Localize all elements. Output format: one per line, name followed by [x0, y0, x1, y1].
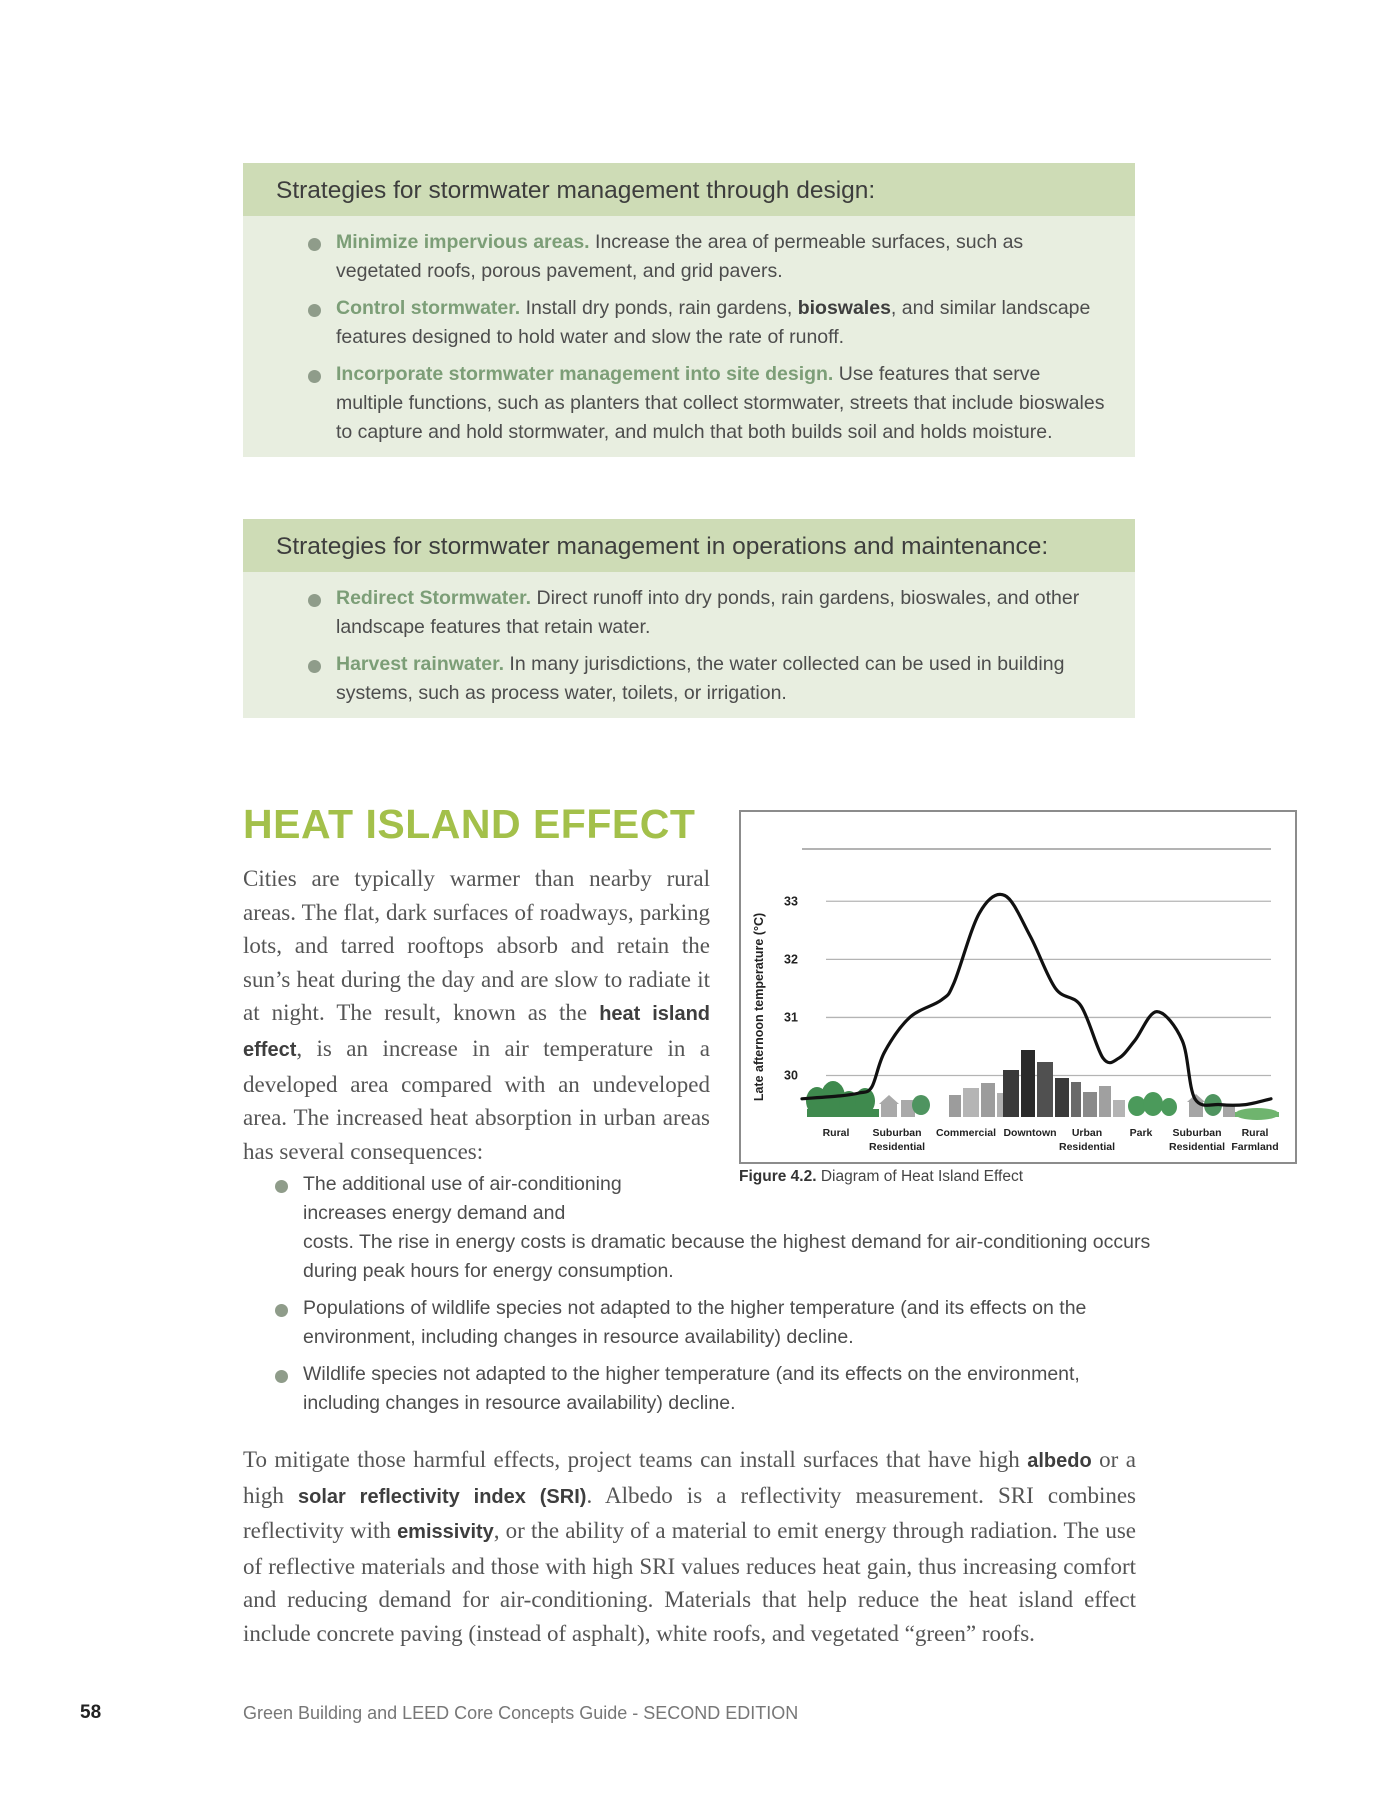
y-tick-label: 33: [784, 894, 798, 909]
x-category-label: Suburban: [872, 1127, 922, 1139]
x-category-label: Rural: [1241, 1127, 1269, 1139]
list-item: The additional use of air-conditioning increases energy demand and costs. The rise in energy costs is dramatic because the highest demand for air-conditioning occurs during peak hours for energy consumption.: [303, 1170, 1153, 1286]
list-item: Wildlife species not adapted to the higher temperature (and its effects on the environment, including changes in resource availability) decline.: [303, 1360, 1153, 1418]
bullet-icon: [275, 1180, 288, 1193]
page-number: 58: [80, 1702, 102, 1723]
bullet-icon: [308, 238, 321, 251]
chart-svg: [741, 812, 1295, 1162]
buildings-urban-residential: [1083, 1086, 1125, 1117]
x-category-label-line2: Farmland: [1231, 1141, 1279, 1153]
bullet-icon: [308, 370, 321, 383]
bullet-icon: [275, 1304, 288, 1317]
design-strategies-list: [243, 216, 1135, 457]
operations-strategies-heading: Strategies for stormwater management in operations and maintenance:: [243, 519, 1135, 572]
x-category-label-line2: Residential: [1058, 1141, 1116, 1153]
temperature-series-line: [802, 894, 1271, 1105]
farmland: [1235, 1108, 1279, 1120]
x-category-label: Suburban: [1172, 1127, 1222, 1139]
figure-label: Figure 4.2.: [739, 1168, 817, 1185]
list-item: Minimize impervious areas. Increase the area of permeable surfaces, such as vegetated roofs, porous pavement, and grid pavers.: [336, 228, 1105, 286]
bullet-icon: [308, 660, 321, 673]
x-category-label: Commercial: [935, 1127, 997, 1139]
y-axis-label: Late afternoon temperature (°C): [752, 912, 766, 1102]
glossary-term: emissivity: [397, 1521, 494, 1544]
list-item: Incorporate stormwater management into site design. Use features that serve multiple functions, such as planters that collect stormwater, streets that include bioswales to capture and hold stormwater, and mulch that both builds soil and holds moisture.: [336, 360, 1105, 447]
glossary-term: albedo: [1027, 1450, 1092, 1472]
intro-paragraph: Cities are typically warmer than nearby rural areas. The flat, dark surfaces of roadways, parking lots, and tarred rooftops absorb and retain the sun’s heat during the day and are slow to radiate it at night. The result, known as the heat island effect, is an increase in air temperature in a developed area compared with an undeveloped area. The increased heat absorption in urban areas has several consequences:: [243, 866, 710, 1164]
x-category-label: Downtown: [1003, 1127, 1057, 1139]
heat-island-chart: [739, 810, 1297, 1164]
operations-strategies-list: [243, 572, 1135, 718]
y-tick-label: 32: [784, 952, 798, 967]
y-tick-label: 31: [784, 1010, 798, 1025]
x-category-label-line2: Residential: [1168, 1141, 1226, 1153]
design-strategies-heading: Strategies for stormwater management through design:: [243, 163, 1135, 216]
consequences-list: [303, 1170, 1153, 1426]
bullet-icon: [308, 594, 321, 607]
x-category-label-line2: Residential: [868, 1141, 926, 1153]
buildings-suburban: [879, 1095, 930, 1117]
x-category-label: Urban: [1071, 1127, 1103, 1139]
mitigation-paragraph: To mitigate those harmful effects, project teams can install surfaces that have high albedo or a high solar reflectivity index (SRI). Albedo is a reflectivity measurement. SRI combines reflectivity with emissivity, or the ability of a material to emit energy through radiation. The use of reflective materials and those with high SRI values reduces heat gain, thus increasing comfort and reducing demand for air-conditioning. Materials that help reduce the heat island effect include concrete paving (instead of asphalt), white roofs, and vegetated “green” roofs.: [243, 1447, 1137, 1646]
footer-title: Green Building and LEED Core Concepts Guide - SECOND EDITION: [243, 1703, 799, 1723]
y-tick-label: 30: [784, 1068, 798, 1083]
buildings-commercial: [949, 1083, 1009, 1117]
trees-park: [1128, 1092, 1177, 1116]
section-heading: HEAT ISLAND EFFECT: [243, 801, 696, 847]
glossary-term: heat island effect: [243, 1003, 710, 1061]
glossary-term: bioswales: [797, 297, 891, 319]
y-ticks: [784, 894, 798, 1082]
gridlines: [826, 901, 1271, 1075]
operations-strategies-box: [243, 519, 1135, 718]
glossary-term: solar reflectivity index (SRI): [297, 1485, 587, 1508]
x-category-label: Park: [1129, 1127, 1153, 1139]
list-item: Redirect Stormwater. Direct runoff into dry ponds, rain gardens, bioswales, and other landscape features that retain water.: [336, 584, 1105, 642]
list-item: Populations of wildlife species not adapted to the higher temperature (and its effects on the environment, including changes in resource availability) decline.: [303, 1294, 1153, 1352]
x-axis-labels: [823, 1127, 1279, 1153]
buildings-downtown: [1003, 1050, 1081, 1117]
list-item: Control stormwater. Install dry ponds, rain gardens, bioswales, and similar landscape features designed to hold water and slow the rate of runoff.: [336, 294, 1105, 352]
skyline-illustration: [806, 1050, 1279, 1120]
list-item: Harvest rainwater. In many jurisdictions, the water collected can be used in building systems, such as process water, toilets, or irrigation.: [336, 650, 1105, 708]
figure-caption: Figure 4.2. Diagram of Heat Island Effect: [739, 1168, 1024, 1185]
bullet-icon: [308, 304, 321, 317]
bullet-icon: [275, 1370, 288, 1383]
x-category-label: Rural: [822, 1127, 850, 1139]
design-strategies-box: [243, 163, 1135, 457]
